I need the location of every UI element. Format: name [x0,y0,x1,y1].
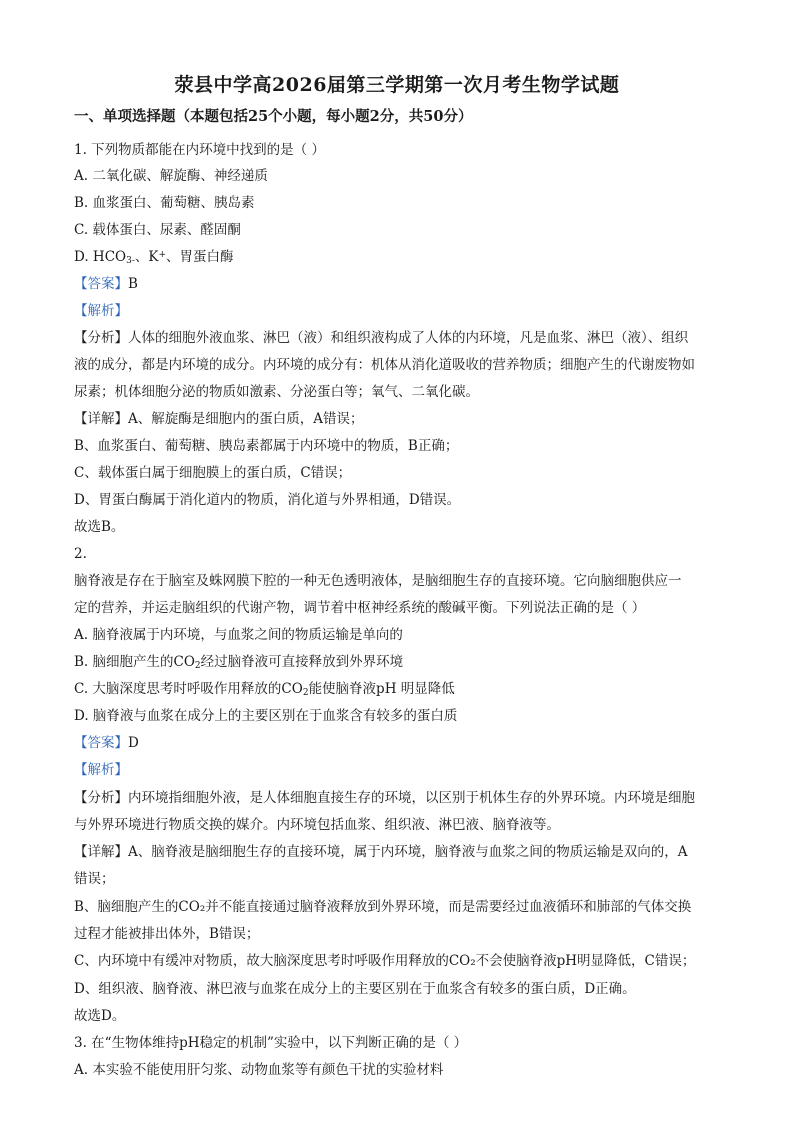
q2-detail-a-line-2: 错误； [74,871,115,887]
q2-fenxi-line-2: 与外界环境进行物质交换的媒介。内环境包括血浆、组织液、淋巴液、脑脊液等。 [74,817,560,833]
q2-detail-d: D、组织液、脑脊液、淋巴液与血浆在成分上的主要区别在于血浆含有较多的蛋白质，D正确。 [74,981,636,997]
q1-detail-b: B、血浆蛋白、葡萄糖、胰岛素都属于内环境中的物质，B正确； [74,438,459,454]
q2-answer: 【答案】D [74,735,139,751]
q2-detail-a-line-1: 【详解】A、脑脊液是脑细胞生存的直接环境，属于内环境，脑脊液与血浆之间的物质运输是双向的，A [74,844,688,860]
q2-option-d: D. 脑脊液与血浆在成分上的主要区别在于血浆含有较多的蛋白质 [74,708,458,724]
q1-detail-a: 【详解】A、解旋酶是细胞内的蛋白质，A错误； [74,411,364,427]
q2-option-c: C. 大脑深度思考时呼吸作用释放的$CO_2$能使脑脊液pH 明显降低 [74,681,455,698]
q2-conclusion: 故选D。 [74,1008,126,1024]
q1-option-b: B. 血浆蛋白、葡萄糖、胰岛素 [74,195,255,211]
q2-detail-c: C、内环境中有缓冲对物质，故大脑深度思考时呼吸作用释放的CO₂不会使脑脊液pH明显降低，C错误； [74,953,696,969]
q1-detail-c: C、载体蛋白属于细胞膜上的蛋白质，C错误； [74,465,352,481]
q1-answer: 【答案】B [74,276,138,292]
q1-fenxi-line-3: 尿素；机体细胞分泌的物质如激素、分泌蛋白等；氧气、二氧化碳。 [74,384,479,400]
q2-fenxi-line-1: 【分析】内环境指细胞外液，是人体细胞直接生存的环境，以区别于机体生存的外界环境。内环境是细胞 [74,790,695,806]
q3-option-a: A. 本实验不能使用肝匀浆、动物血浆等有颜色干扰的实验材料 [74,1062,444,1078]
q2-stem-line-2: 定的营养，并运走脑组织的代谢产物，调节着中枢神经系统的酸碱平衡。下列说法正确的是（ ） [74,600,646,616]
q1-conclusion: 故选B。 [74,519,125,535]
q2-option-b: B. 脑细胞产生的$CO_2$经过脑脊液可直接释放到外界环境 [74,654,404,671]
q1-detail-d: D、胃蛋白酶属于消化道内的物质，消化道与外界相通，D错误。 [74,492,461,508]
q1-option-a: A. 二氧化碳、解旋酶、神经递质 [74,168,268,184]
q1-fenxi-line-1: 【分析】人体的细胞外液血浆、淋巴（液）和组织液构成了人体的内环境，凡是血浆、淋巴（液）、组织 [74,330,689,346]
answer-tag: 【答案】 [74,735,128,751]
page-title: 荥县中学高2026届第三学期第一次月考生物学试题 [174,74,620,96]
q1-fenxi-line-2: 液的成分，都是内环境的成分。内环境的成分有：机体从消化道吸收的营养物质；细胞产生的代谢废物如 [74,357,695,373]
q1-option-c: C. 载体蛋白、尿素、醛固酮 [74,222,241,238]
q1-stem: 1. 下列物质都能在内环境中找到的是（ ） [74,142,325,158]
q3-stem: 3. 在“生物体维持pH稳定的机制”实验中，以下判断正确的是（ ） [74,1035,468,1051]
q1-option-d: D. $HCO_{3-}$、K+、胃蛋白酶 [74,249,234,266]
q2-number: 2. [74,546,87,562]
section-heading: 一、单项选择题（本题包括25个小题，每小题2分，共50分） [74,108,473,125]
q2-option-a: A. 脑脊液属于内环境，与血浆之间的物质运输是单向的 [74,627,403,643]
q2-detail-b-line-1: B、脑细胞产生的CO₂并不能直接通过脑脊液释放到外界环境，而是需要经过血液循环和肺部的气体交换 [74,899,692,915]
q1-analysis-tag: 【解析】 [74,303,128,319]
answer-tag: 【答案】 [74,276,128,292]
q2-detail-b-line-2: 过程才能被排出体外，B错误； [74,926,260,942]
q2-analysis-tag: 【解析】 [74,762,128,778]
q2-stem-line-1: 脑脊液是存在于脑室及蛛网膜下腔的一种无色透明液体，是脑细胞生存的直接环境。它向脑细胞供应一 [74,573,682,589]
